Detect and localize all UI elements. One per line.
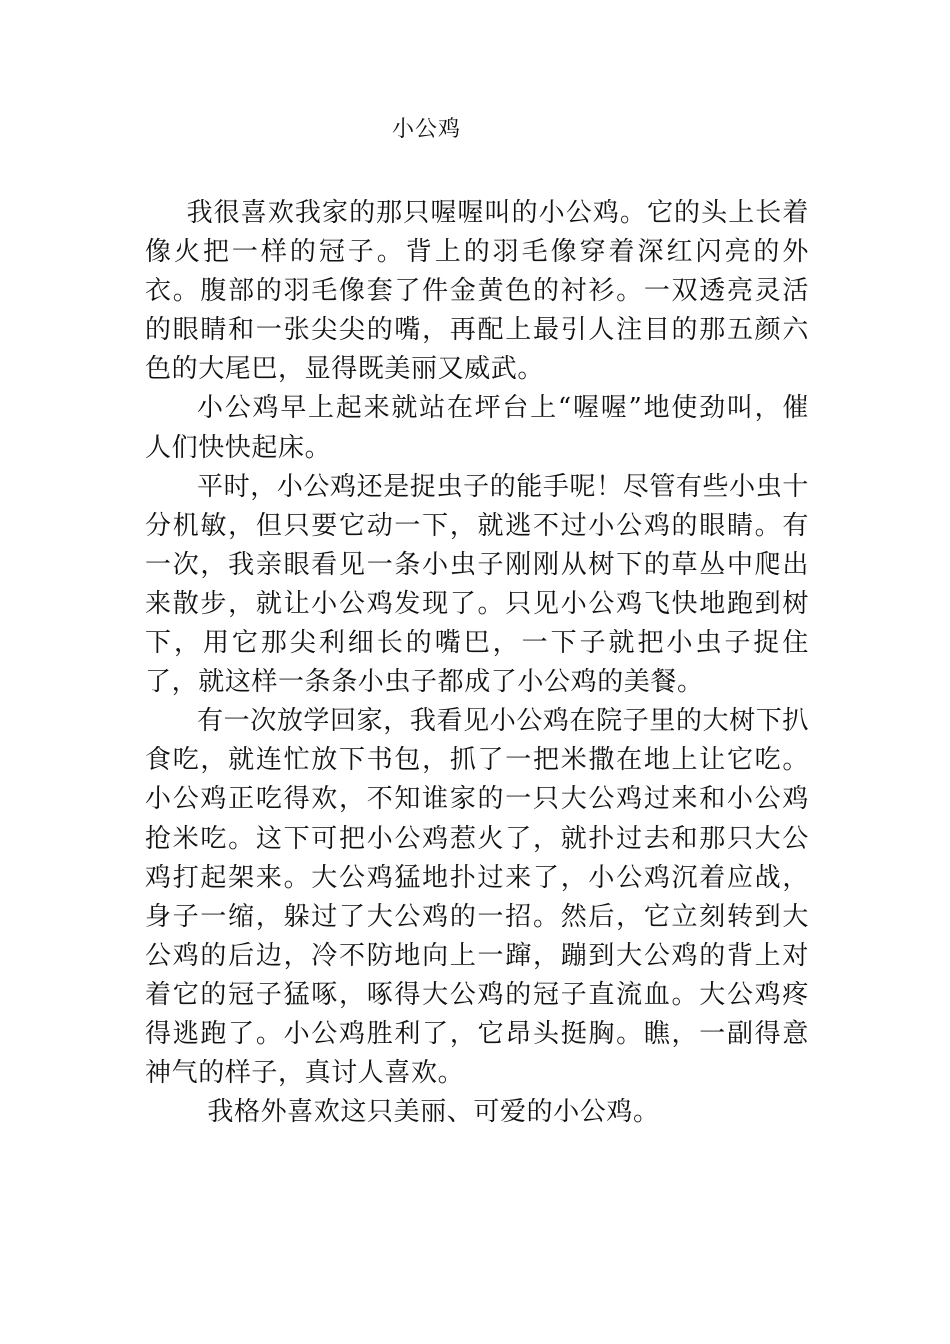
paragraph-4: 有一次放学回家，我看见小公鸡在院子里的大树下扒食吃，就连忙放下书包，抓了一把米撒在地上让它吃。小公鸡正吃得欢，不知谁家的一只大公鸡过来和小公鸡抢米吃。这下可把小公鸡惹火了，就扑过去和那只大公鸡打起架来。大公鸡猛地扑过来了，小公鸡沉着应战，身子一缩，躲过了大公鸡的一招。然后，它立刻转到大公鸡的后边，冷不防地向上一蹿，蹦到大公鸡的背上对着它的冠子猛啄，啄得大公鸡的冠子直流血。大公鸡疼得逃跑了。小公鸡胜利了，它昂头挺胸。瞧，一副得意神气的样子，真讨人喜欢。 (145, 706, 809, 1089)
paragraph-5: 我格外喜欢这只美丽、可爱的小公鸡。 (207, 1097, 660, 1128)
paragraph-1: 我很喜欢我家的那只喔喔叫的小公鸡。它的头上长着像火把一样的冠子。背上的羽毛像穿着深红闪亮的外衣。腹部的羽毛像套了件金黄色的衬衫。一双透亮灵活的眼睛和一张尖尖的嘴，再配上最引人注目的那五颜六色的大尾巴，显得既美丽又威武。 (145, 198, 809, 385)
paragraph-3: 平时，小公鸡还是捉虫子的能手呢！尽管有些小虫十分机敏，但只要它动一下，就逃不过小公鸡的眼睛。有一次，我亲眼看见一条小虫子刚刚从树下的草丛中爬出来散步，就让小公鸡发现了。只见小公鸡飞快地跑到树下，用它那尖利细长的嘴巴，一下子就把小虫子捉住了，就这样一条条小虫子都成了小公鸡的美餐。 (145, 471, 809, 698)
document-title: 小公鸡 (392, 117, 462, 142)
document-body (145, 194, 809, 1132)
paragraph-2: 小公鸡早上起来就站在坪台上“喔喔”地使劲叫，催人们快快起床。 (145, 393, 809, 463)
